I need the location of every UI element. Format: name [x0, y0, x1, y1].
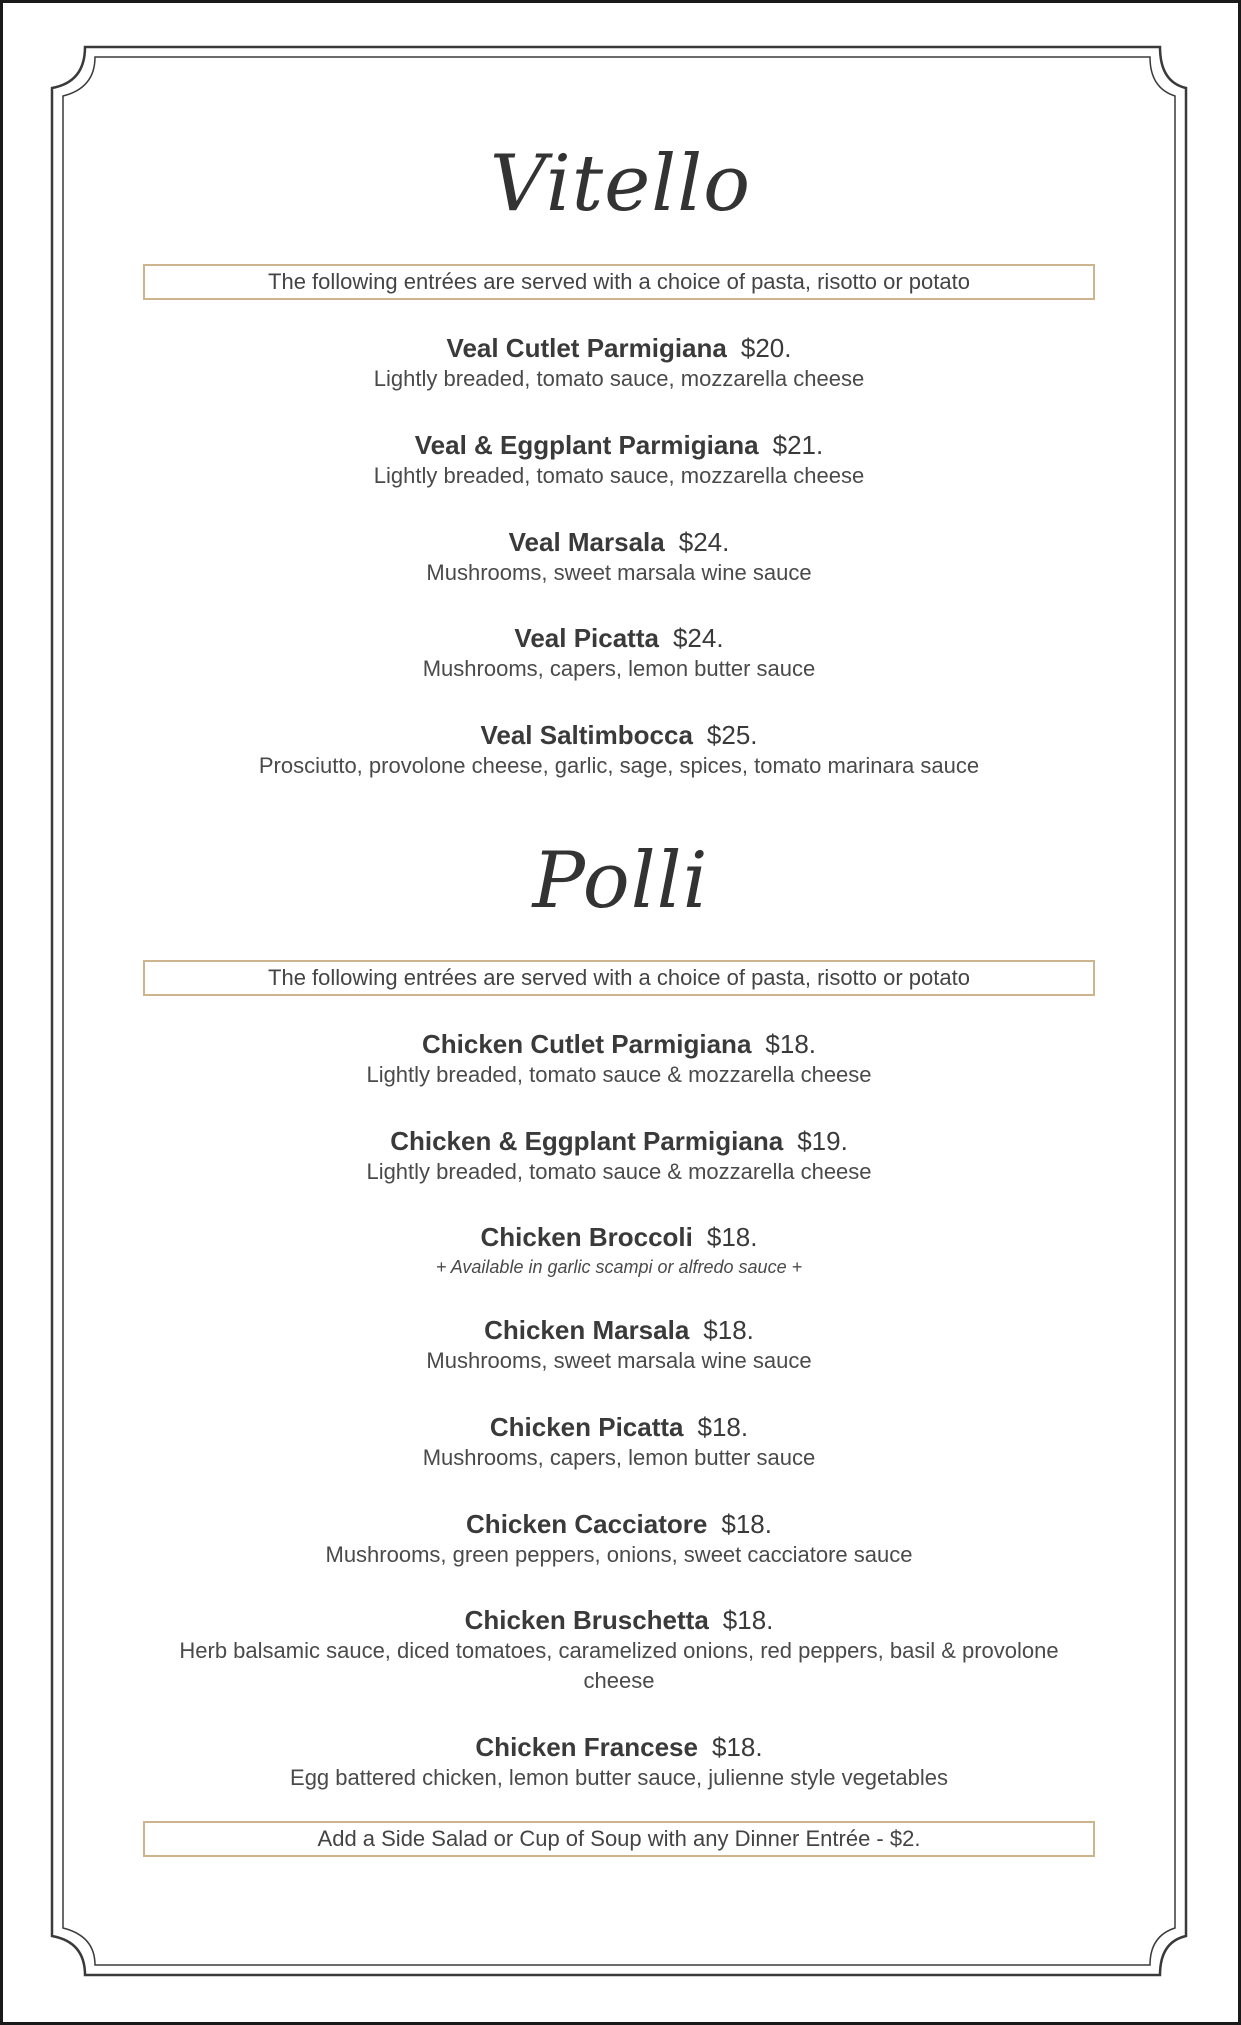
menu-item: [143, 1221, 1095, 1281]
menu-item: [143, 1731, 1095, 1793]
section-notice-polli: The following entrées are served with a choice of pasta, risotto or potato: [143, 960, 1095, 996]
item-price: $24.: [672, 623, 724, 653]
item-name: Veal & Eggplant Parmigiana: [414, 430, 759, 460]
item-description: Herb balsamic sauce, diced tomatoes, caramelized onions, red peppers, basil & provolone cheese: [179, 1638, 1059, 1693]
item-description: Mushrooms, sweet marsala wine sauce: [426, 560, 812, 585]
item-price: $25.: [706, 720, 758, 750]
section-notice-vitello: The following entrées are served with a choice of pasta, risotto or potato: [143, 264, 1095, 300]
menu-item: [143, 1028, 1095, 1090]
item-name: Veal Cutlet Parmigiana: [446, 333, 727, 363]
item-description: Lightly breaded, tomato sauce & mozzarella cheese: [366, 1062, 872, 1087]
item-name: Chicken Cacciatore: [466, 1509, 708, 1539]
item-description: + Available in garlic scampi or alfredo sauce +: [435, 1257, 803, 1277]
item-description: Lightly breaded, tomato sauce, mozzarella cheese: [373, 366, 865, 391]
item-price: $18.: [703, 1315, 754, 1345]
item-price: $18.: [711, 1732, 763, 1762]
item-description: Prosciutto, provolone cheese, garlic, sage, spices, tomato marinara sauce: [258, 753, 980, 778]
section-title-polli: Polli: [532, 836, 709, 926]
item-price: $21.: [772, 430, 824, 460]
item-name: Chicken & Eggplant Parmigiana: [390, 1126, 784, 1156]
item-price: $18.: [722, 1605, 774, 1635]
section-title-vitello: Vitello: [489, 139, 752, 229]
item-description: Mushrooms, capers, lemon butter sauce: [422, 656, 816, 681]
item-price: $24.: [678, 527, 730, 557]
item-price: $20.: [740, 333, 792, 363]
item-name: Chicken Broccoli: [480, 1222, 693, 1252]
footer-note: Add a Side Salad or Cup of Soup with any Dinner Entrée - $2.: [143, 1821, 1095, 1857]
menu-item: [143, 1125, 1095, 1187]
item-price: $18.: [706, 1222, 758, 1252]
menu-item: [143, 1508, 1095, 1570]
item-price: $18.: [765, 1029, 817, 1059]
item-name: Veal Picatta: [514, 623, 659, 653]
menu-item: [143, 719, 1095, 781]
item-name: Chicken Bruschetta: [464, 1605, 709, 1635]
item-description: Mushrooms, capers, lemon butter sauce: [422, 1445, 816, 1470]
menu-item: [143, 526, 1095, 588]
menu-item: [143, 1604, 1095, 1696]
menu-item: [143, 622, 1095, 684]
item-name: Veal Marsala: [508, 527, 665, 557]
menu-item: [143, 1411, 1095, 1473]
item-name: Veal Saltimbocca: [480, 720, 693, 750]
item-name: Chicken Francese: [475, 1732, 698, 1762]
item-name: Chicken Cutlet Parmigiana: [421, 1029, 752, 1059]
item-name: Chicken Picatta: [489, 1412, 684, 1442]
item-name: Chicken Marsala: [484, 1315, 690, 1345]
item-description: Lightly breaded, tomato sauce & mozzarella cheese: [366, 1159, 872, 1184]
menu-item: [143, 332, 1095, 394]
menu-item: [143, 1314, 1095, 1376]
item-price: $18.: [721, 1509, 772, 1539]
item-description: Mushrooms, green peppers, onions, sweet cacciatore sauce: [325, 1542, 913, 1567]
item-price: $19.: [797, 1126, 848, 1156]
item-price: $18.: [697, 1412, 749, 1442]
item-description: Lightly breaded, tomato sauce, mozzarella cheese: [373, 463, 865, 488]
item-description: Mushrooms, sweet marsala wine sauce: [426, 1348, 812, 1373]
item-description: Egg battered chicken, lemon butter sauce, julienne style vegetables: [290, 1765, 948, 1790]
menu-item: [143, 429, 1095, 491]
